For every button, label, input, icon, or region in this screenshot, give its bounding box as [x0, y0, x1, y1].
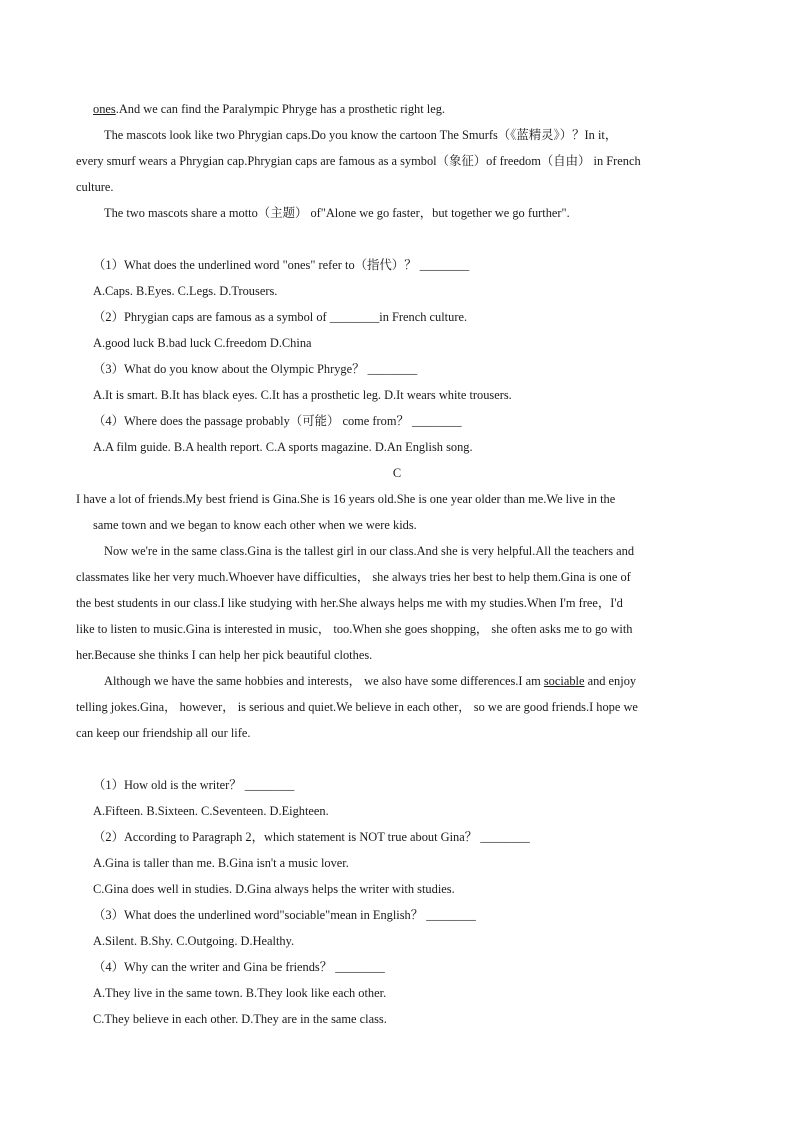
section-heading-c: C — [392, 466, 402, 480]
underlined-word-ones: ones — [93, 102, 116, 116]
passage-b-paragraph-3: The two mascots share a motto（主题） of"Alone we go faster，but together we go further". — [104, 206, 570, 220]
passage-c-paragraph-2-line-3: the best students in our class.I like studying with her.She always helps me with my studies.When I'm free，I'd — [76, 596, 623, 610]
passage-c-paragraph-2-line-2: classmates like her very much.Whoever have difficulties， she always tries her best to help them.Gina is one of — [76, 570, 631, 584]
question-b-2: （2）Phrygian caps are famous as a symbol of ________in French culture. — [93, 310, 468, 324]
passage-text: and enjoy — [584, 674, 637, 688]
question-c-2: （2）According to Paragraph 2，which statement is NOT true about Gina？ ________ — [93, 830, 530, 844]
question-c-4-options-row-2: C.They believe in each other. D.They are in the same class. — [93, 1012, 387, 1026]
question-b-4-options: A.A film guide. B.A health report. C.A sports magazine. D.An English song. — [93, 440, 473, 454]
question-b-3: （3）What do you know about the Olympic Phryge？ ________ — [93, 362, 418, 376]
passage-c-paragraph-1-line-1: I have a lot of friends.My best friend is Gina.She is 16 years old.She is one year older than me.We live in the — [76, 492, 616, 506]
passage-b-paragraph-2-line-1: The mascots look like two Phrygian caps.Do you know the cartoon The Smurfs（《蓝精灵》）？In it， — [104, 128, 618, 142]
question-b-2-options: A.good luck B.bad luck C.freedom D.China — [93, 336, 312, 350]
passage-b-paragraph-2-line-2: every smurf wears a Phrygian cap.Phrygian caps are famous as a symbol（象征）of freedom（自由） in French — [76, 154, 641, 168]
question-c-4: （4）Why can the writer and Gina be friends？ ________ — [93, 960, 385, 974]
passage-c-paragraph-3-line-1 — [104, 673, 636, 689]
question-b-4: （4）Where does the passage probably（可能） come from？ ________ — [93, 414, 462, 428]
passage-text: .And we can find the Paralympic Phryge has a prosthetic right leg. — [115, 102, 446, 116]
passage-text: Although we have the same hobbies and interests， we also have some differences.I am — [104, 674, 544, 688]
question-b-1: （1）What does the underlined word "ones" refer to（指代）？ ________ — [93, 258, 470, 272]
passage-c-paragraph-3-line-2: telling jokes.Gina， however， is serious and quiet.We believe in each other， so we are good friends.I hope we — [76, 700, 638, 714]
question-b-1-options: A.Caps. B.Eyes. C.Legs. D.Trousers. — [93, 284, 278, 298]
passage-c-paragraph-1-line-2: same town and we began to know each other when we were kids. — [93, 518, 417, 532]
underlined-word-sociable: sociable — [543, 674, 585, 688]
question-b-3-options: A.It is smart. B.It has black eyes. C.It has a prosthetic leg. D.It wears white trousers. — [93, 388, 512, 402]
passage-c-paragraph-2-line-5: her.Because she thinks I can help her pick beautiful clothes. — [76, 648, 373, 662]
question-c-4-options-row-1: A.They live in the same town. B.They look like each other. — [93, 986, 387, 1000]
passage-b-paragraph-2-line-3: culture. — [76, 180, 114, 194]
question-c-2-options-row-1: A.Gina is taller than me. B.Gina isn't a music lover. — [93, 856, 349, 870]
question-c-2-options-row-2: C.Gina does well in studies. D.Gina always helps the writer with studies. — [93, 882, 455, 896]
passage-c-paragraph-2-line-4: like to listen to music.Gina is interested in music， too.When she goes shopping， she often asks me to go with — [76, 622, 633, 636]
passage-c-paragraph-3-line-3: can keep our friendship all our life. — [76, 726, 251, 740]
passage-c-paragraph-2-line-1: Now we're in the same class.Gina is the tallest girl in our class.And she is very helpful.All the teachers and — [104, 544, 635, 558]
question-c-1: （1）How old is the writer？ ________ — [93, 778, 295, 792]
question-c-3: （3）What does the underlined word"sociable"mean in English？ ________ — [93, 908, 476, 922]
question-c-3-options: A.Silent. B.Shy. C.Outgoing. D.Healthy. — [93, 934, 295, 948]
question-c-1-options: A.Fifteen. B.Sixteen. C.Seventeen. D.Eighteen. — [93, 804, 329, 818]
passage-b-paragraph-1-end — [93, 101, 445, 117]
